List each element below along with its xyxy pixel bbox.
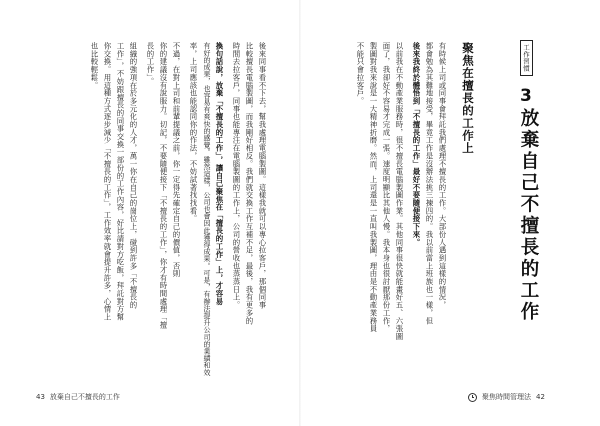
body-column: 率，上司應該也能認同你的作法，不妨試著找找看。 <box>189 42 198 223</box>
body-column: 後來我終於體悟到「不擅長的工作」最好不要隨便接下來。 <box>412 42 421 247</box>
body-column: 面了，我卻好不容易才完成一張。速度明顯比其他人慢。我本身也很討厭那份工作， <box>382 42 391 333</box>
page-number: 43 <box>36 393 45 401</box>
chapter-number: 3 <box>520 86 532 106</box>
body-column: 不過，在對上司和前輩提議之前，你一定得先確定自己的價值，否則 <box>172 42 181 278</box>
body-column: 換句話說，放棄「不擅長的工作」，讓自己聚焦在「擅長的工作」上，才容易 <box>215 42 224 306</box>
footer-label: 放棄自己不擅長的工作 <box>49 393 120 401</box>
chapter-title: 放棄自己不擅長的工作 <box>518 108 539 323</box>
footer-label: 聚焦時間管理法 <box>482 393 531 401</box>
body-column: 組織的強項在於多元化的人才，萬一你在自己的崗位上，碰到許多「不擅長的 <box>129 42 138 309</box>
body-column: 也比較輕鬆。 <box>90 42 99 90</box>
body-column: 長的工作」。 <box>146 42 155 86</box>
body-column: 你的建議沒有說服力。切記，不要隨便接下「不擅長的工作」，你才有時間處理「擅 <box>159 42 168 329</box>
section-tag: 工作習慣 <box>520 40 533 76</box>
body-column: 有時候上司或同事會拜託我們處理不擅長的工作。大部份人遇到這樣的情況， <box>438 42 447 309</box>
body-column: 都會勉為其難地接受，畢竟工作是沒辦法挑三揀四的。我以前當上班族也一樣，但 <box>425 42 434 325</box>
clock-icon <box>468 393 477 402</box>
page-number: 42 <box>536 393 545 401</box>
body-column: 有好的成果，也容易有爽快的感覺。雖然這樣，公司也會因此獲得成果。可是，有辦法提升公司的業績和效 <box>203 42 211 376</box>
subheading: 聚焦在擅長的工作上 <box>461 42 475 155</box>
page-footer <box>468 392 545 402</box>
body-column: 比較擅長電腦製圖，而我剛好相反。我們就交換工作互補不足，最後，我有更多的 <box>245 42 254 325</box>
body-column: 不能只會拉客戶。 <box>356 42 365 105</box>
body-column: 以前我在不動產業服務時，很不擅長電腦製圖作業。其他同事很快就能畫好五、六張圖 <box>395 42 404 341</box>
right-page <box>300 0 600 426</box>
body-column: 後來同事看不下去，幫我處理電腦製圖。這樣我就可以專心拉客戶，那個同事 <box>258 42 267 309</box>
body-column: 工作」，不妨跟擅長的同事交換一部份的工作內容，好比請對方吃飯，拜託對方幫 <box>116 42 125 321</box>
page-footer <box>36 392 120 402</box>
body-column: 時間去拉客戶，同事也能專注在電腦製圖的工作上，公司的營收也蒸蒸日上。 <box>232 42 241 309</box>
body-column: 製圖對我來說是一大精神折磨。然而，上司還是一直叫我製圖，理由是不動產業務員 <box>369 42 378 333</box>
body-column: 你交換。用這種方式逐步減少「不擅長的工作」，工作效率就會提升許多，心情上 <box>103 42 112 321</box>
